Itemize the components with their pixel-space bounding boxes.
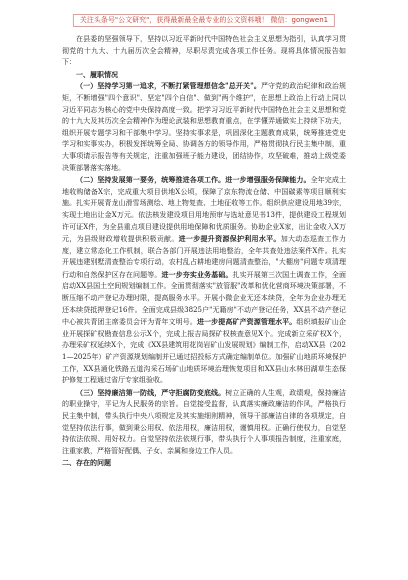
- work2-lead: 进一步增强服务保障能力。: [225, 175, 311, 185]
- work2-body2: 加大动态巡查工作力度，建立常态化工作机制，联合各部门开展违法用地整治，全年共查处违法案件X件。扎实开展违建别墅清查整治专项行动，农村乱占耕地建房问题清查整治，"大棚房"问题专项清理行动和自然保护区存在问题等。: [62, 235, 347, 279]
- subheading-clean: （三）坚持廉洁第一防线，严守拒腐防变底线。: [76, 387, 226, 397]
- work2-body3: 扎实开展第三次国土调查工作，全面启动XX县国土空间规划编制工作。全面贯彻落实"放管服"改革和优化营商环境决策部署，不断压缩不动产登记办理时限，提高服务水平。开展小微企业无还本续贷，全年为企业办理无还本续贷抵押登记16件。全面完成县级3825户"无籍房"不动产登记任务，XX县不动产登记中心被共青团主席委员会评为青年文明号。: [62, 270, 347, 327]
- section-heading-work: 一、履职情况: [76, 69, 118, 79]
- work2-lead4: 进一步提高矿产资源管理水平。: [196, 317, 297, 327]
- subheading-study: （一）坚持学习第一追求，不断打紧管理想信念"总开关"。: [76, 81, 261, 91]
- work2-lead2: 进一步提升资源保护利用水平。: [178, 234, 281, 244]
- paragraph-work2: [62, 174, 346, 387]
- paragraph-clean: [62, 387, 346, 458]
- work2-body: 全年完成土地收购储备X宗，完成重大项目供地X公顷，保障了京东物流仓储、中国碳素等项目顺利实施。扎实开展青龙山滑雪场测绘、地上物复查、土地征收等工作。组织供应建设用地39宗，实现土地出让金X万元。依法核发建设项目用地预审与选址意见书13件，提供建设工程规划许可证X件，为全县重点项目建设提供用地保障和优质服务。协助企业X家，出让金收入X万元，为县级财政增收提供积极贡献。: [62, 176, 347, 244]
- intro-paragraph: 在县委的坚强领导下，坚持以习近平新时代中国特色社会主义思想为指引，认真学习贯彻党的十九大、十九届历次全会精神，尽职尽责完成各项工作任务。现将具体情况报告如下：: [62, 35, 346, 67]
- study-body: 严守党的政治纪律和政治规矩，不断增强"四个意识"、坚定"四个自信"、做到"两个维护"，在思想上政治上行动上同以习近平同志为核心的党中央保持高度一致。把学习习近平新时代中国特色社会主义思想和党的十九大及其历次全会精神作为理论武装和思想教育重点，在学懂弄通做实上持续下功夫，组织开展专题学习和干部集中学习。坚持实事求是，巩固深化主题教育成果，统筹推进党史学习和实事实办，积极发挥统筹全局、协调各方的领导作用，严格贯彻执行民主集中制，重大事项请示报告等有关规定，注重加强班子能力建设，团结协作，攻坚破难，推动上级党委决策部署落实落地。: [62, 82, 347, 172]
- clean-body: 树立正确的人生观，政绩观，保持廉洁的职业操守，平记为人民服务的宗旨。自觉接受监督，认真落实廉政廉洁的作风，严格执行民主集中制，带头执行中央八项规定及其实施细则精神，领导干部廉洁自律的各项规定，自觉坚持依法行事，做到秉公用权、依法用权，廉洁用权，谨慎用权。正确行使权力，自觉坚持依法依规、用好权力。自觉坚持依法依规行事，带头执行个人事项报告制度，注重家庭，注重家教，严格管好配偶、子女、亲属和身边工作人员。: [62, 388, 347, 455]
- section-heading-problems: 二、存在的问题: [62, 458, 111, 468]
- promo-banner: 关注头条号"公文研究"，获得最新最全最专业的公文资料哦！ 微信：gongwen1: [73, 14, 335, 27]
- subheading-work2: （二）坚持发展第一要务，统筹推进各项工作。: [76, 175, 226, 185]
- work2-lead3: 进一步夯实业务基础。: [161, 269, 233, 279]
- work2-body4: 组织填报矿山企业开展探矿权勘查信息公示X个，完成上报吉局探矿权核查意见X个。完成新立采矿权X个，办理采矿权延续X个，完成《XX县建筑用花岗岩矿山发展规划》编制工作，启动XX县（2021—2025年）矿产资源规划编制并已通过招投标方式确定编制单位。加强矿山地质环境保护工作，XX县通化铁路五道沟采石场矿山地质环境治理恢复项目和XX县山水林田湖草生态保护修复工程通过省厅专家组验收。: [62, 318, 347, 385]
- document-body: [62, 34, 346, 469]
- paragraph-study: [62, 80, 346, 174]
